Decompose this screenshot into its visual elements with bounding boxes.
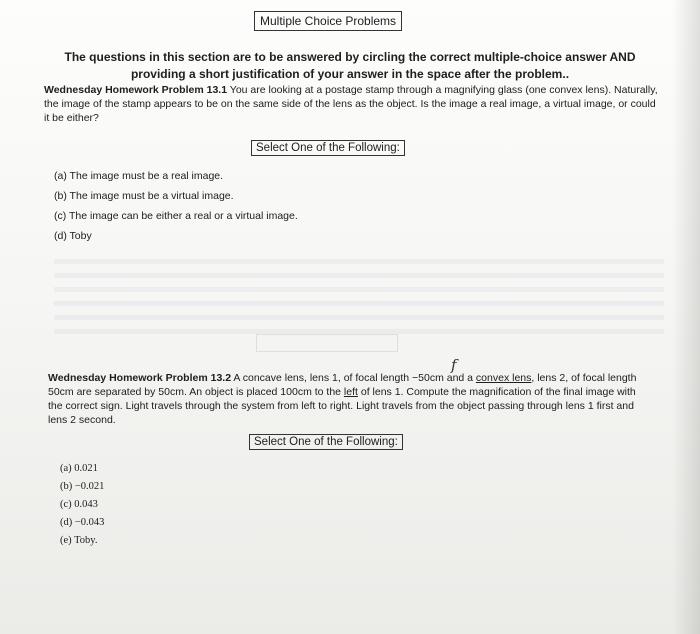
- option-13-1-c[interactable]: (c) The image can be either a real or a virtual image.: [54, 210, 298, 222]
- option-13-1-b[interactable]: (b) The image must be a virtual image.: [54, 190, 234, 202]
- select-label-13-2: Select One of the Following:: [249, 434, 403, 450]
- option-13-1-d[interactable]: (d) Toby: [54, 230, 92, 242]
- problem-13-2-text-a: A concave lens, lens 1, of focal length −50cm and a: [233, 372, 476, 384]
- problem-13-2: [48, 371, 652, 427]
- option-13-2-c[interactable]: (c) 0.043: [60, 499, 98, 510]
- faded-bleed-through-text: [54, 250, 664, 340]
- options-13-1: [54, 166, 298, 246]
- problem-13-2-text-b: , lens 2, of focal length 50cm are separated by 50cm. An object is placed 100cm to the: [48, 372, 637, 398]
- problem-13-2-heading: Wednesday Homework Problem 13.2: [48, 372, 232, 384]
- option-13-2-b[interactable]: (b) −0.021: [60, 481, 105, 492]
- option-13-2-e[interactable]: (e) Toby.: [60, 535, 98, 546]
- section-title: Multiple Choice Problems: [254, 11, 402, 31]
- problem-13-1: [44, 83, 658, 125]
- option-13-2-a[interactable]: (a) 0.021: [60, 463, 98, 474]
- handwritten-annotation: f: [451, 356, 457, 374]
- problem-13-2-convex: convex lens: [475, 372, 532, 384]
- problem-13-2-left: left: [343, 386, 358, 398]
- page-edge-shadow: [672, 0, 700, 634]
- option-13-2-d[interactable]: (d) −0.043: [60, 517, 105, 528]
- problem-13-1-text: You are looking at a postage stamp through a magnifying glass (one convex lens). Naturally, the image of the stamp appears to be on the same side of the lens as the object. Is the image a real image, a virtual image, or could it be either?: [44, 84, 658, 124]
- problem-13-1-heading: Wednesday Homework Problem 13.1: [44, 84, 228, 96]
- problem-13-2-text-c: of lens 1. Compute the magnification of the final image with the correct sign. Light travels through the system from left to right. Light travels from the object passing through lens 1 first and lens 2 second.: [48, 386, 636, 426]
- faded-bleed-through-box: [256, 334, 398, 352]
- select-label-13-1: Select One of the Following:: [251, 140, 405, 156]
- option-13-1-a[interactable]: (a) The image must be a real image.: [54, 170, 224, 182]
- instructions: The questions in this section are to be answered by circling the correct multiple-choice answer AND providing a short justification of your answer in the space after the problem..: [64, 50, 636, 81]
- options-13-2: [60, 460, 104, 550]
